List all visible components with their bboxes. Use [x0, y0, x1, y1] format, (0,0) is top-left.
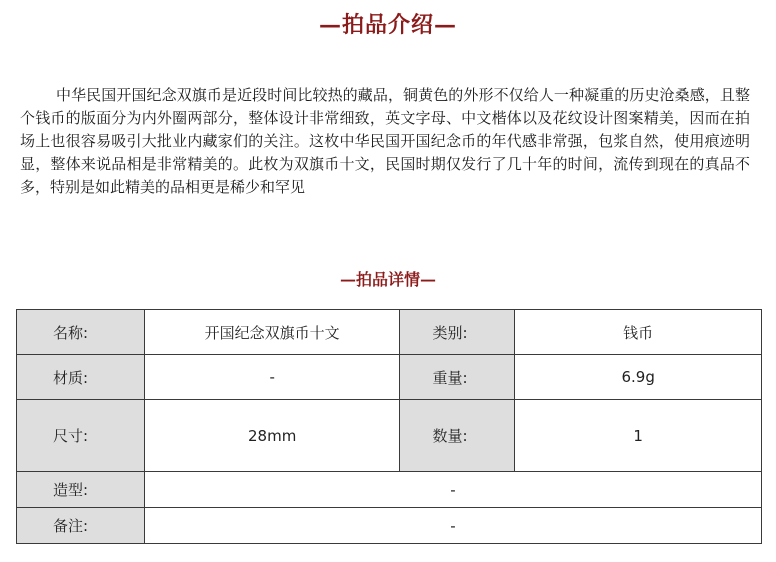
table-row	[17, 508, 762, 544]
shape-value: -	[144, 472, 761, 508]
details-section-title: —拍品详情—	[339, 270, 436, 289]
material-value: -	[144, 355, 400, 400]
table-row	[17, 310, 762, 355]
size-label: 尺寸:	[17, 400, 145, 472]
intro-section-title: —拍品介绍—	[318, 12, 457, 38]
table-row	[17, 355, 762, 400]
size-value: 28mm	[144, 400, 400, 472]
quantity-value: 1	[515, 400, 762, 472]
category-value: 钱币	[515, 310, 762, 355]
name-label: 名称:	[17, 310, 145, 355]
category-label: 类别:	[400, 310, 515, 355]
quantity-label: 数量:	[400, 400, 515, 472]
weight-value: 6.9g	[515, 355, 762, 400]
table-row	[17, 472, 762, 508]
table-row	[17, 400, 762, 472]
intro-paragraph: 中华民国开国纪念双旗币是近段时间比较热的藏品，铜黄色的外形不仅给人一种凝重的历史沧桑感，且整个钱币的版面分为内外圈两部分，整体设计非常细致，英文字母、中文楷体以及花纹设计图案精美，因而在拍场上也很容易吸引大批业内藏家们的关注。这枚中华民国开国纪念币的年代感非常强，包浆自然，使用痕迹明显，整体来说品相是非常精美的。此枚为双旗币十文，民国时期仅发行了几十年的时间，流传到现在的真品不多，特别是如此精美的品相更是稀少和罕见	[20, 86, 750, 196]
shape-label: 造型:	[17, 472, 145, 508]
material-label: 材质:	[17, 355, 145, 400]
remark-label: 备注:	[17, 508, 145, 544]
weight-label: 重量:	[400, 355, 515, 400]
details-table	[16, 309, 762, 544]
remark-value: -	[144, 508, 761, 544]
name-value: 开国纪念双旗币十文	[144, 310, 400, 355]
